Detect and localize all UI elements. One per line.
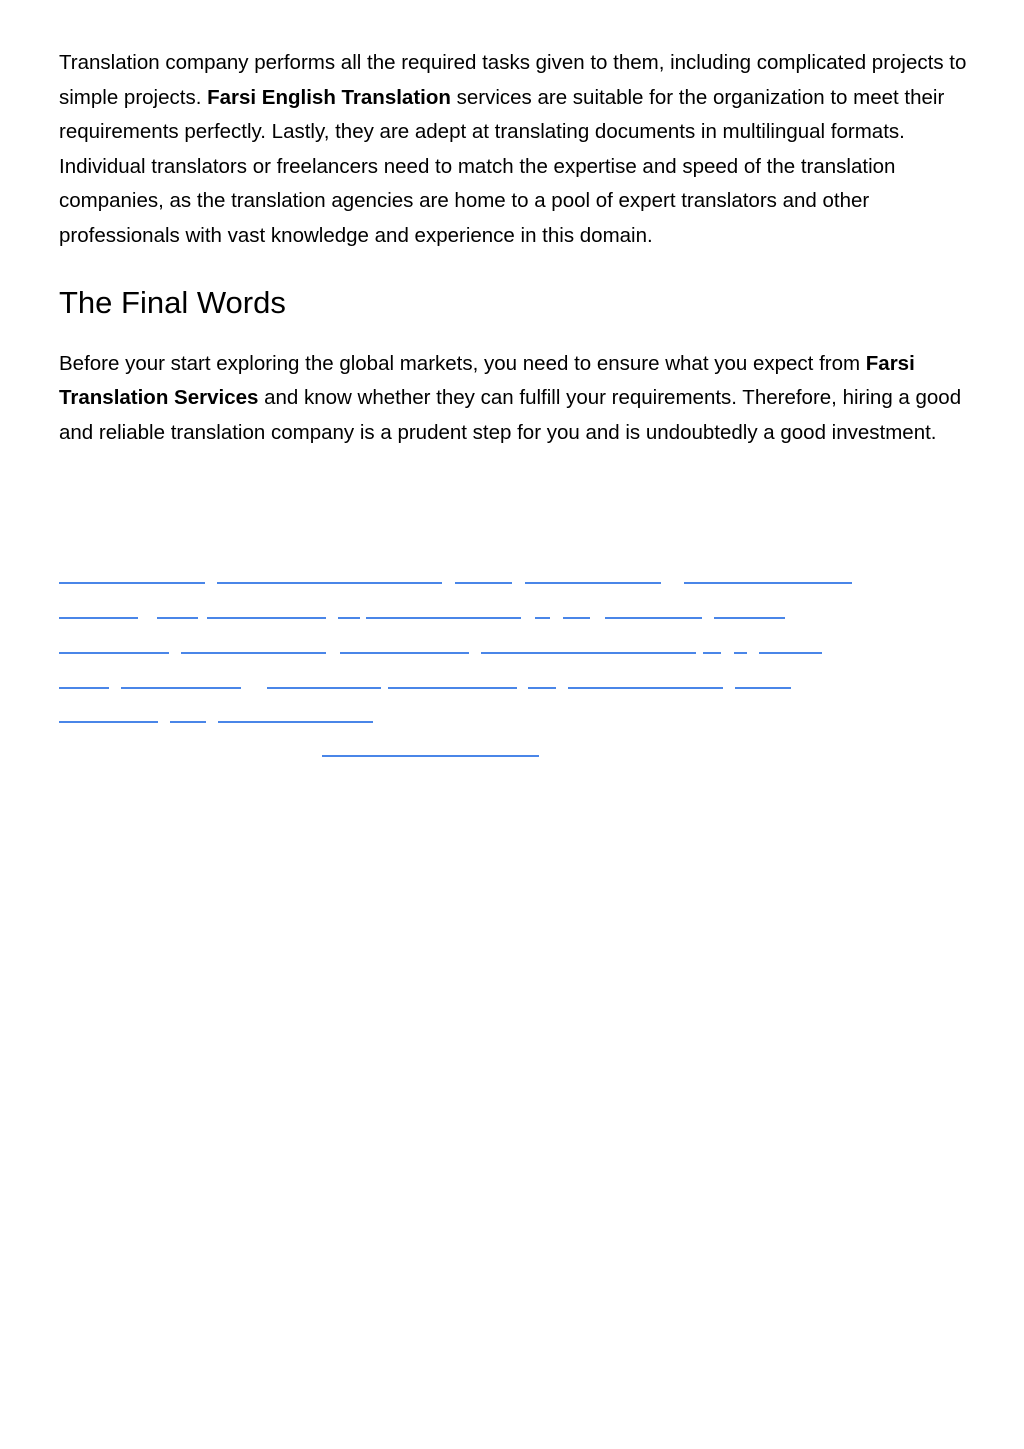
link-underline[interactable] xyxy=(59,652,169,654)
link-underline[interactable] xyxy=(734,652,747,654)
link-underline[interactable] xyxy=(735,687,791,689)
link-underline[interactable] xyxy=(217,582,442,584)
link-underline[interactable] xyxy=(218,721,373,723)
link-underline[interactable] xyxy=(207,617,326,619)
link-underline[interactable] xyxy=(455,582,512,584)
link-underline[interactable] xyxy=(563,617,590,619)
link-underline[interactable] xyxy=(714,617,785,619)
bold-keyword-farsi-english-translation: Farsi English Translation xyxy=(207,85,451,109)
link-underline[interactable] xyxy=(181,652,326,654)
paragraph-individual-translators: Individual translators or freelancers need to match the expertise and speed of the translation companies, as the translation agencies are home to a pool of expert translators and other professionals with vast knowledge and experience in this domain. xyxy=(59,154,896,247)
link-underline[interactable] xyxy=(59,617,138,619)
link-underline[interactable] xyxy=(366,617,521,619)
link-underline[interactable] xyxy=(59,582,205,584)
link-underline[interactable] xyxy=(322,755,539,757)
link-underline[interactable] xyxy=(684,582,852,584)
link-underline[interactable] xyxy=(267,687,381,689)
link-underline[interactable] xyxy=(703,652,721,654)
section-heading-final-words: The Final Words xyxy=(59,284,286,320)
link-underline[interactable] xyxy=(338,617,360,619)
paragraph-translation-company xyxy=(59,46,971,150)
link-underline[interactable] xyxy=(59,687,109,689)
link-underline[interactable] xyxy=(59,721,158,723)
paragraph-before-global-markets xyxy=(59,347,971,451)
link-underline[interactable] xyxy=(121,687,241,689)
paragraph-text: Before your start exploring the global markets, you need to ensure what you expect from xyxy=(59,351,866,375)
link-underline[interactable] xyxy=(568,687,723,689)
document-page xyxy=(59,46,971,450)
link-underline[interactable] xyxy=(157,617,198,619)
link-underline[interactable] xyxy=(170,721,206,723)
link-underline[interactable] xyxy=(388,687,517,689)
bold-keyword-farsi-translation-services: Farsi Translation Services xyxy=(59,351,915,410)
link-underline[interactable] xyxy=(759,652,822,654)
paragraph-text: and know whether they can fulfill your requirements. Therefore, hiring a good and reliable translation company is a prudent step for you and is undoubtedly a good investment. xyxy=(59,386,962,444)
link-underline[interactable] xyxy=(528,687,556,689)
link-underline[interactable] xyxy=(481,652,696,654)
paragraph-text: services are suitable for the organization to meet their requirements perfectly. Lastly, they are adept at translating documents in multilingual formats. xyxy=(59,85,945,144)
link-underline[interactable] xyxy=(605,617,702,619)
link-underline[interactable] xyxy=(535,617,550,619)
paragraph-text: Translation company performs all the required tasks given to them, including complicated projects to simple projects. xyxy=(59,51,967,109)
link-underline[interactable] xyxy=(525,582,661,584)
link-underline[interactable] xyxy=(340,652,469,654)
